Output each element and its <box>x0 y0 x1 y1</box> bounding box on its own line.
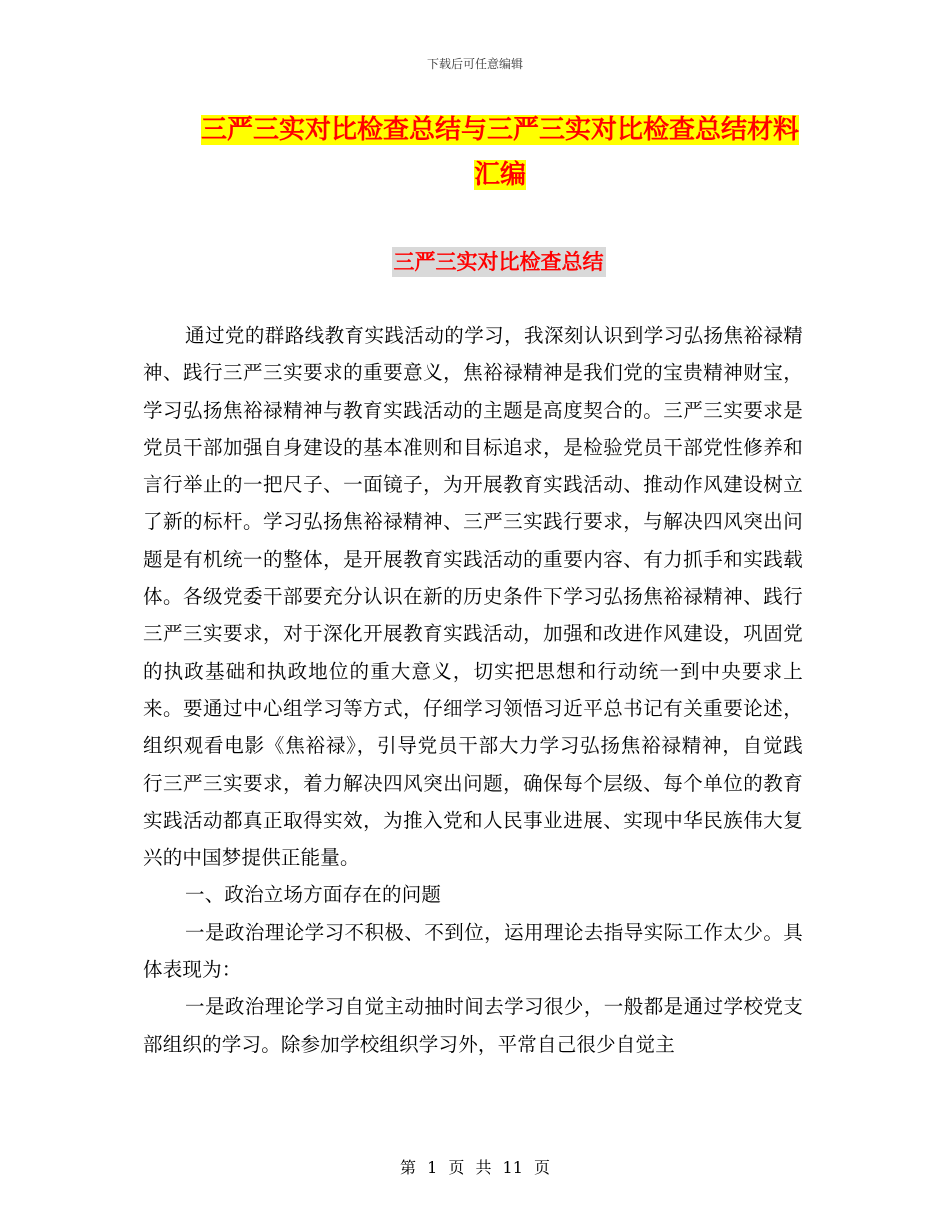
body-paragraph-theory-detail: 一是政治理论学习自觉主动抽时间去学习很少，一般都是通过学校党支部组织的学习。除参加学校组织学习外，平常自己很少自觉主 <box>143 995 803 1056</box>
document-title-line-2: 汇编 <box>473 160 526 190</box>
page-header-note: 下载后可任意编辑 <box>426 57 523 71</box>
section-title <box>0 244 950 280</box>
body-heading-political-stance: 一、政治立场方面存在的问题 <box>185 883 442 907</box>
page-footer-number: 第 1 页 共 11 页 <box>400 1158 550 1177</box>
document-title-line-1: 三严三实对比检查总结与三严三实对比检查总结材料 <box>200 115 799 145</box>
section-title-text: 三严三实对比检查总结 <box>392 247 606 277</box>
document-body <box>143 317 803 1063</box>
body-paragraph-theory-study: 一是政治理论学习不积极、不到位，运用理论去指导实际工作太少。具体表现为： <box>143 920 803 982</box>
body-paragraph-intro: 通过党的群路线教育实践活动的学习，我深刻认识到学习弘扬焦裕禄精神、践行三严三实要求的重要意义，焦裕禄精神是我们党的宝贵精神财宝，学习弘扬焦裕禄精神与教育实践活动的主题是高度契合的。三严三实要求是党员干部加强自身建设的基本准则和目标追求，是检验党员干部党性修养和言行举止的一把尺子、一面镜子，为开展教育实践活动、推动作风建设树立了新的标杆。学习弘扬焦裕禄精神、三严三实践行要求，与解决四风突出问题是有机统一的整体，是开展教育实践活动的重要内容、有力抓手和实践载体。各级党委干部要充分认识在新的历史条件下学习弘扬焦裕禄精神、践行三严三实要求，对于深化开展教育实践活动，加强和改进作风建设，巩固党的执政基础和执政地位的重大意义，切实把思想和行动统一到中央要求上来。要通过中心组学习等方式，仔细学习领悟习近平总书记有关重要论述，组织观看电影《焦裕禄》，引导党员干部大力学习弘扬焦裕禄精神，自觉践行三严三实要求，着力解决四风突出问题，确保每个层级、每个单位的教育实践活动都真正取得实效，为推入党和人民事业进展、实现中华民族伟大复兴的中国梦提供正能量。 <box>143 324 803 870</box>
document-title <box>140 108 860 198</box>
